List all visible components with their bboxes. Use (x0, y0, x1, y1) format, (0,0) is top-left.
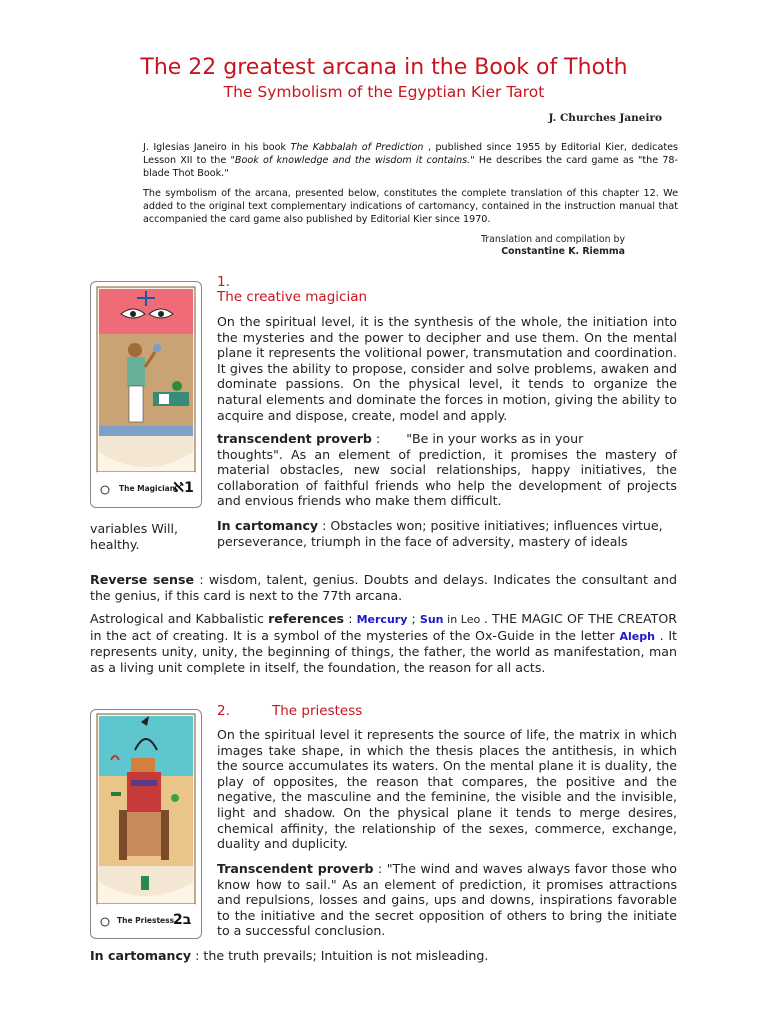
intro-text: , published since 1955 by Editorial Kier, dedicates Lesson XII to the (143, 142, 678, 167)
arcanum-proverb (217, 431, 677, 509)
reverse-sense (90, 572, 677, 603)
card-caption: The Priestess (117, 916, 175, 925)
magician-card-art (91, 282, 201, 507)
magician-card-image (90, 281, 202, 508)
ref-text: in Leo (443, 613, 484, 626)
arcanum-proverb (217, 861, 677, 939)
proverb-label: Transcendent proverb (217, 861, 374, 876)
arcanum-description: On the spiritual level it represents the source of life, the matrix in which images take shape, in which the thesis places the antithesis, in which the source accumulates its waters. On the mental plane it is duality, the play of opposites, the reason that compares, the positive and the negative, the masculine and the feminine, the visible and the invisible, light and shadow. On the physical plane it tends to merge desires, chemical affinity, the relationship of the sexes, commerce, exchange, duality and duplicity. (217, 727, 677, 852)
card-numeral: ב2 (173, 912, 192, 928)
intro-text: J. Iglesias Janeiro in his book (143, 142, 291, 153)
card-caption: The Magician (119, 484, 176, 493)
cartomancy-text (217, 518, 677, 549)
arcanum-number: 1. (217, 274, 230, 290)
cartomancy-text (90, 948, 677, 964)
arcanum-description: On the spiritual level, it is the synthesis of the whole, the initiation into the mysteries and the power to decipher and use them. On the mental plane it represents the volitional power, transmutation and coordination. It gives the ability to propose, consider and solve problems, awaken and dominate passions. On the physical level, it tends to organize the natural elements and dominate the forces in motion, giving the ability to acquire and dispose, create, model and apply. (217, 314, 677, 423)
ref-text: Astrological and Kabbalistic (90, 611, 269, 626)
ref-aleph: Aleph (619, 629, 655, 643)
cartomancy-label: In cartomancy (217, 518, 319, 533)
cartomancy-body: : Obstacles won; positive initiatives; influences virtue, perseverance, triumph in the face of adversity, mastery of ideals (217, 518, 663, 549)
priestess-card-art (91, 710, 201, 938)
separator: : (371, 431, 381, 446)
reverse-body: : wisdom, talent, genius. Doubts and delays. Indicates the consultant and the genius, if this card is next to the 77th arcana. (90, 572, 677, 603)
proverb-text: thoughts". As an element of prediction, it promises the mastery of material obstacles, new social relationships, happy initiatives, the collaboration of faithful friends who help the development of projects and envious friends who make them difficult. (217, 446, 677, 509)
priestess-card-image (90, 709, 202, 939)
references-label: references (268, 611, 345, 626)
page-title: The 22 greatest arcana in the Book of Thoth (140, 55, 628, 80)
arcanum-title: The creative magician (217, 289, 368, 305)
intro-paragraph-2: The symbolism of the arcana, presented below, constitutes the complete translation of this chapter 12. We added to the original text complementary indications of cartomancy, contained in the instruction manual that accompanied the card game also published by Editorial Kier since 1970. (143, 188, 678, 226)
page-subtitle: The Symbolism of the Egyptian Kier Tarot (223, 83, 545, 101)
proverb-quote: "Be in your works as in your (406, 431, 584, 446)
references (90, 611, 677, 675)
author: J. Churches Janeiro (548, 112, 662, 124)
book-title: The Kabbalah of Prediction (290, 142, 424, 153)
ref-text: : (344, 611, 357, 626)
ref-sun: Sun (419, 613, 444, 626)
arcanum-number: 2. (217, 703, 230, 719)
translator-name: Constantine K. Riemma (501, 246, 625, 257)
reverse-label: Reverse sense (90, 572, 194, 587)
intro-text: He describes the card game as "the 78-blade Thot Book." (143, 155, 678, 180)
arcanum-title: The priestess (272, 703, 363, 719)
intro-paragraph-1 (143, 141, 678, 181)
ref-text: . THE MAGIC OF THE CREATOR in the act of creating. It is a symbol of the mysteries of the Ox-Guide in the letter (90, 611, 678, 643)
ref-mercury: Mercury (356, 613, 408, 626)
ref-text: ; (407, 611, 420, 626)
cartomancy-body: : the truth prevails; Intuition is not misleading. (191, 948, 489, 963)
ref-text: . It represents unity, unity, the beginning of things, the father, the world as manifestation, man as a living unit complete in itself, the foundation, the reason for all acts. (90, 627, 677, 675)
cartomancy-label: In cartomancy (90, 948, 192, 963)
book-quote: "Book of knowledge and the wisdom it contains." (230, 155, 475, 167)
proverb-label: transcendent proverb (217, 431, 372, 446)
card-numeral: ℵ1 (173, 480, 194, 496)
proverb-text: : "The wind and waves always favor those who know how to sail." As an element of prediction, it promises attractions and repulsions, losses and gains, ups and downs, inspirations favorable to the initiative and the secret opposition of others to bring the initiate to a successful conclusion. (217, 861, 677, 939)
credit-line: Translation and compilation by (480, 234, 625, 245)
side-note: variables Will, healthy. (90, 521, 179, 552)
